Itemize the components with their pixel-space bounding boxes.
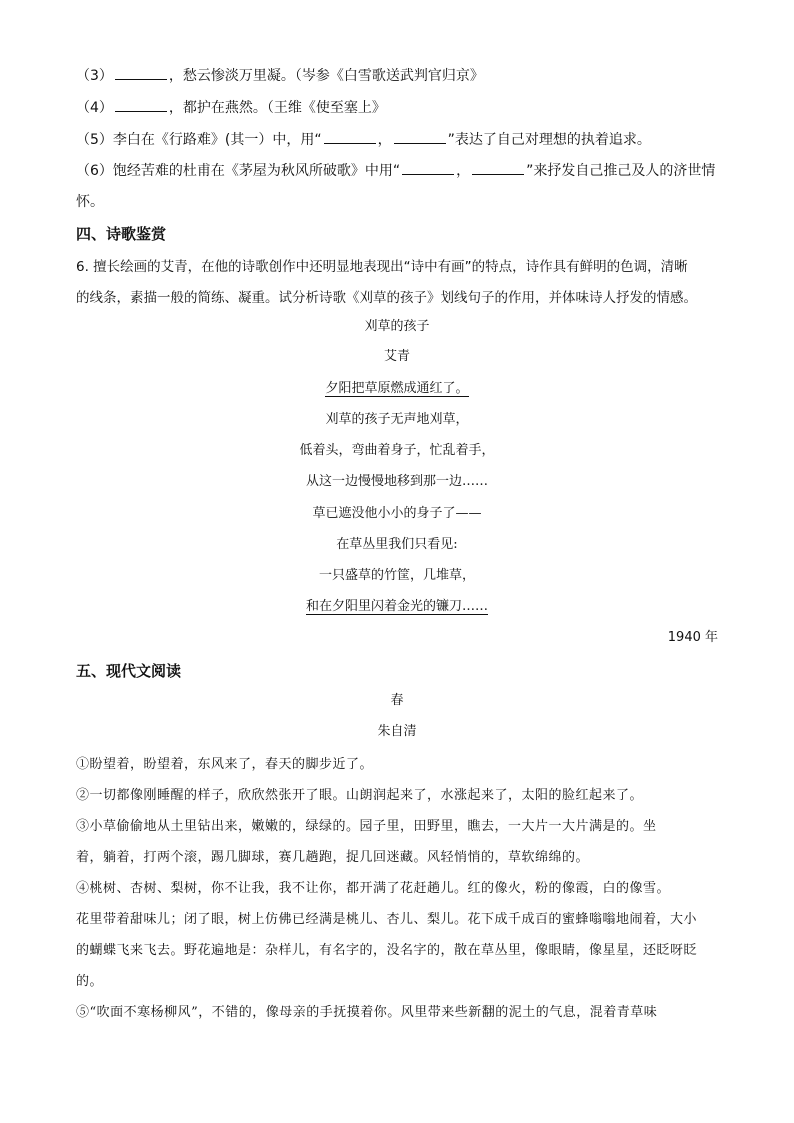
poem-title: 刈草的孩子: [364, 319, 430, 334]
poem-line: 在草丛里我们只看见:: [336, 537, 458, 552]
poem-line: 从这一边慢慢地移到那一边……: [305, 474, 488, 489]
poem-line: [0, 380, 794, 398]
poem-line: [0, 598, 794, 616]
poem-line: 草已遮没他小小的身子了——: [312, 506, 482, 521]
question-3-number: （3）: [76, 68, 113, 84]
question-3-text: ，愁云惨淡万里凝。（岑参《白雪歌送武判官归京》: [168, 68, 484, 84]
poem-author: 艾青: [383, 349, 410, 364]
poem-line: 低着头，弯曲着身子，忙乱着手，: [299, 443, 495, 458]
answer-blank[interactable]: [472, 162, 524, 175]
answer-blank[interactable]: [402, 162, 454, 175]
answer-blank[interactable]: [324, 131, 376, 144]
poem-line: 刈草的孩子无声地刈草，: [325, 412, 469, 427]
question-5-head: （5）李白在《行路难》(其一）中，用“: [76, 132, 322, 148]
essay-paragraph-line: ②一切都像刚睡醒的样子，欣欣然张开了眼。山朗润起来了，水涨起来了，太阳的脸红起来了。: [76, 788, 644, 803]
answer-blank[interactable]: [115, 67, 167, 80]
answer-blank[interactable]: [115, 99, 167, 112]
answer-blank[interactable]: [394, 131, 446, 144]
essay-paragraph-line: 着，躺着，打两个滚，踢几脚球，赛几趟跑，捉几回迷藏。风轻悄悄的，草软绵绵的。: [76, 850, 590, 865]
question-4-number: （4）: [76, 100, 113, 116]
essay-paragraph-line: 的。: [76, 974, 104, 989]
essay-author: 朱自清: [377, 724, 417, 739]
section-4-heading: 四、诗歌鉴赏: [76, 225, 167, 243]
question-6-head: （6）饱经苦难的杜甫在《茅屋为秋风所破歌》中用“: [76, 163, 401, 179]
question-5-mid: ，: [377, 132, 392, 148]
essay-paragraph-line: ③小草偷偷地从土里钻出来，嫩嫩的，绿绿的。园子里，田野里，瞧去，一大片一大片满是的。坐: [76, 819, 657, 834]
question-5: [76, 130, 651, 150]
section-5-heading: 五、现代文阅读: [76, 662, 182, 680]
essay-paragraph-line: 花里带着甜味儿；闭了眼，树上仿佛已经满是桃儿、杏儿、梨儿。花下成千成百的蜜蜂嗡嗡地闹着，大小: [76, 912, 698, 927]
essay-title: 春: [390, 693, 404, 708]
question-6: [76, 161, 715, 181]
underlined-poem-line: 和在夕阳里闪着金光的镰刀……: [305, 599, 488, 614]
essay-paragraph-line: ④桃树、杏树、梨树，你不让我，我不让你，都开满了花赶趟儿。红的像火，粉的像霞，白的像雪。: [76, 881, 671, 896]
poem-line: 一只盛草的竹筐，几堆草，: [318, 568, 475, 583]
poem-year: 1940 年: [667, 630, 718, 645]
question-6-tail: ”来抒发自己推己及人的济世情: [526, 163, 716, 179]
question-6-prompt-line-1: 6. 擅长绘画的艾青，在他的诗歌创作中还明显地表现出“诗中有画”的特点，诗作具有鲜明的色调，清晰: [76, 259, 688, 275]
question-6-mid: ，: [456, 163, 471, 179]
question-6-prompt-line-2: 的线条，素描一般的简练、凝重。试分析诗歌《刈草的孩子》划线句子的作用，并体味诗人抒发的情感。: [76, 290, 697, 306]
essay-paragraph-line: 的蝴蝶飞来飞去。野花遍地是：杂样儿，有名字的，没名字的，散在草丛里，像眼睛，像星星，还眨呀眨: [76, 943, 698, 958]
essay-paragraph-line: ①盼望着，盼望着，东风来了，春天的脚步近了。: [76, 757, 374, 772]
underlined-poem-line: 夕阳把草原燃成通红了。: [325, 381, 469, 396]
question-4: [76, 98, 386, 118]
question-3: [76, 66, 484, 86]
question-5-tail: ”表达了自己对理想的执着追求。: [447, 132, 651, 148]
essay-paragraph-line: ⑤“吹面不寒杨柳风”，不错的，像母亲的手抚摸着你。风里带来些新翻的泥土的气息，混着青草味: [76, 1005, 658, 1020]
question-6-continuation: 怀。: [76, 194, 104, 210]
question-4-text: ，都护在燕然。（王维《使至塞上》: [168, 100, 386, 116]
